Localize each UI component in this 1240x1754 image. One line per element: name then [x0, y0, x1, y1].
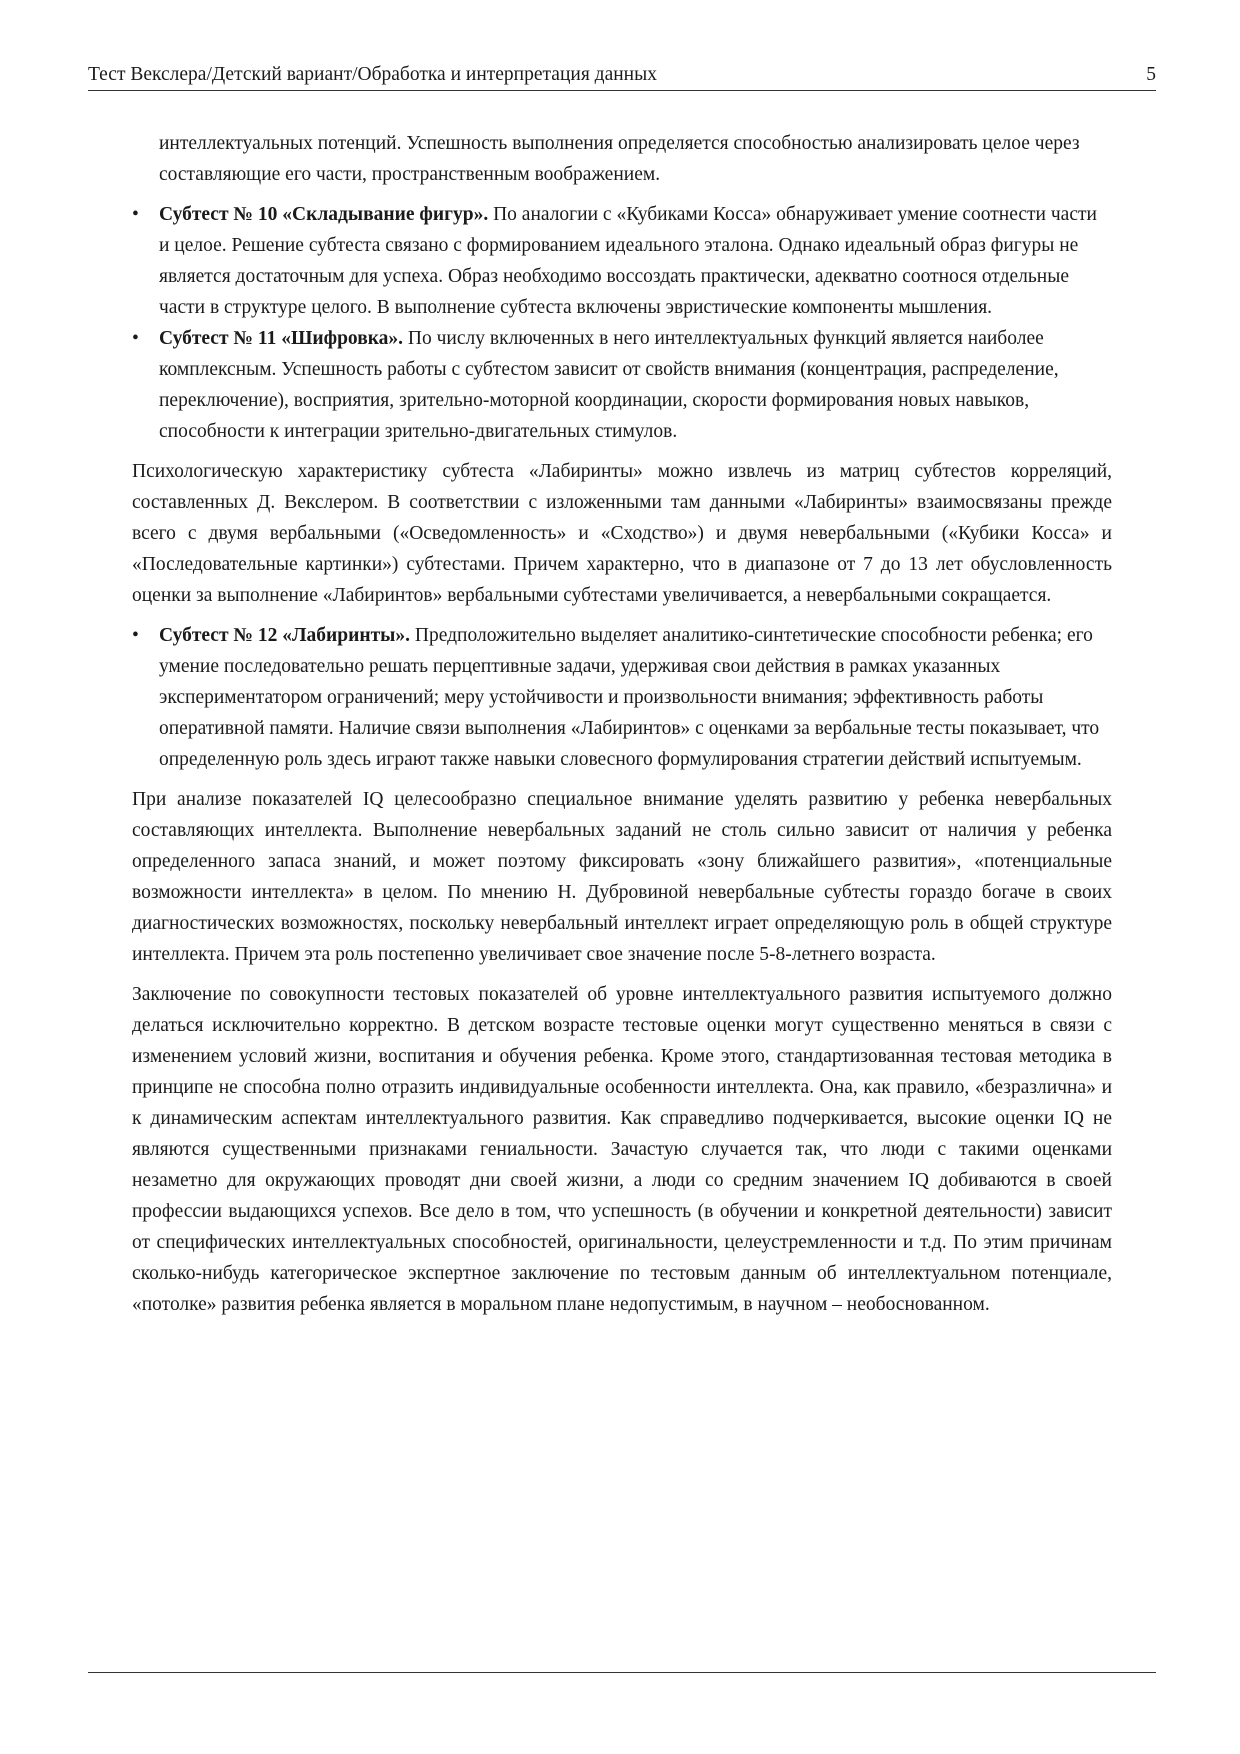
subtest-title: Субтест № 12 «Лабиринты».	[159, 625, 411, 646]
footer-divider	[88, 1672, 1156, 1673]
bullet-icon: •	[132, 328, 139, 349]
page-header	[88, 62, 1156, 91]
paragraph-iq: При анализе показателей IQ целесообразно специальное внимание уделять развитию у ребенка невербальных составляющих интеллекта. Выполнение невербальных заданий не столь сильно зависит от наличия у ребенка определенного запаса знаний, и может поэтому фиксировать «зону ближайшего развития», «потенциальные возможности интеллекта» в целом. По мнению Н. Дубровиной невербальные субтесты гораздо богаче в своих диагностических возможностях, поскольку невербальный интеллект играет определяющую роль в общей структуре интеллекта. Причем эта роль постепенно увеличивает свое значение после 5-8-летнего возраста.	[132, 789, 1112, 965]
subtest-list-a	[132, 199, 1112, 447]
bullet-icon: •	[132, 625, 139, 646]
subtest-title: Субтест № 11 «Шифровка».	[159, 328, 404, 349]
list-item-subtest-11	[132, 323, 1112, 447]
list-item-subtest-12	[132, 620, 1112, 775]
subtest-description: Предположительно выделяет аналитико-синтетические способности ребенка; его умение последовательно решать перцептивные задачи, удерживая свои действия в рамках указанных экспериментатором ограничений; меру устойчивости и произвольности внимания; эффективность работы оперативной памяти. Наличие связи выполнения «Лабиринтов» с оценками за вербальные тесты показывает, что определенную роль здесь играют также навыки словесного формулирования стратегии действий испытуемым.	[159, 625, 1100, 770]
list-item-subtest-10	[132, 199, 1112, 323]
subtest-title: Субтест № 10 «Складывание фигур».	[159, 204, 489, 225]
continued-paragraph: интеллектуальных потенций. Успешность выполнения определяется способностью анализировать целое через составляющие его части, пространственным воображением.	[159, 133, 1080, 185]
subtest-description: По аналогии с «Кубиками Косса» обнаруживает умение соотнести части и целое. Решение субтеста связано с формированием идеального эталона. Однако идеальный образ фигуры не является достаточным для успеха. Образ необходимо воссоздать практически, адекватно соотнося отдельные части в структуре целого. В выполнение субтеста включены эвристические компоненты мышления.	[159, 204, 1097, 318]
paragraph-labyrinths: Психологическую характеристику субтеста «Лабиринты» можно извлечь из матриц субтестов корреляций, составленных Д. Векслером. В соответствии с изложенными там данными «Лабиринты» взаимосвязаны прежде всего с двумя вербальными («Осведомленность» и «Сходство») и двумя невербальными («Кубики Косса» и «Последовательные картинки») субтестами. Причем характерно, что в диапазоне от 7 до 13 лет обусловленность оценки за выполнение «Лабиринтов» вербальными субтестами увеличивается, а невербальными сокращается.	[132, 461, 1112, 606]
bullet-icon: •	[132, 204, 139, 225]
subtest-description: По числу включенных в него интеллектуальных функций является наиболее комплексным. Успешность работы с субтестом зависит от свойств внимания (концентрация, распределение, переключение), восприятия, зрительно-моторной координации, скорости формирования новых навыков, способности к интеграции зрительно-двигательных стимулов.	[159, 328, 1059, 442]
page-body	[132, 128, 1112, 1329]
page-number: 5	[1146, 64, 1156, 85]
running-title: Тест Векслера/Детский вариант/Обработка и интерпретация данных	[88, 64, 657, 85]
paragraph-conclusion: Заключение по совокупности тестовых показателей об уровне интеллектуального развития испытуемого должно делаться исключительно корректно. В детском возрасте тестовые оценки могут существенно меняться в связи с изменением условий жизни, воспитания и обучения ребенка. Кроме этого, стандартизованная тестовая методика в принципе не способна полно отразить индивидуальные особенности интеллекта. Она, как правило, «безразлична» и к динамическим аспектам интеллектуального развития. Как справедливо подчеркивается, высокие оценки IQ не являются существенными признаками гениальности. Зачастую случается так, что люди с такими оценками незаметно для окружающих проводят дни своей жизни, а люди со средним значением IQ добиваются в своей профессии выдающихся успехов. Все дело в том, что успешность (в обучении и конкретной деятельности) зависит от специфических интеллектуальных способностей, оригинальности, целеустремленности и т.д. По этим причинам сколько-нибудь категорическое экспертное заключение по тестовым данным об интеллектуальном потенциале, «потолке» развития ребенка является в моральном плане недопустимым, в научном – необоснованном.	[132, 984, 1112, 1315]
subtest-list-b	[132, 620, 1112, 775]
